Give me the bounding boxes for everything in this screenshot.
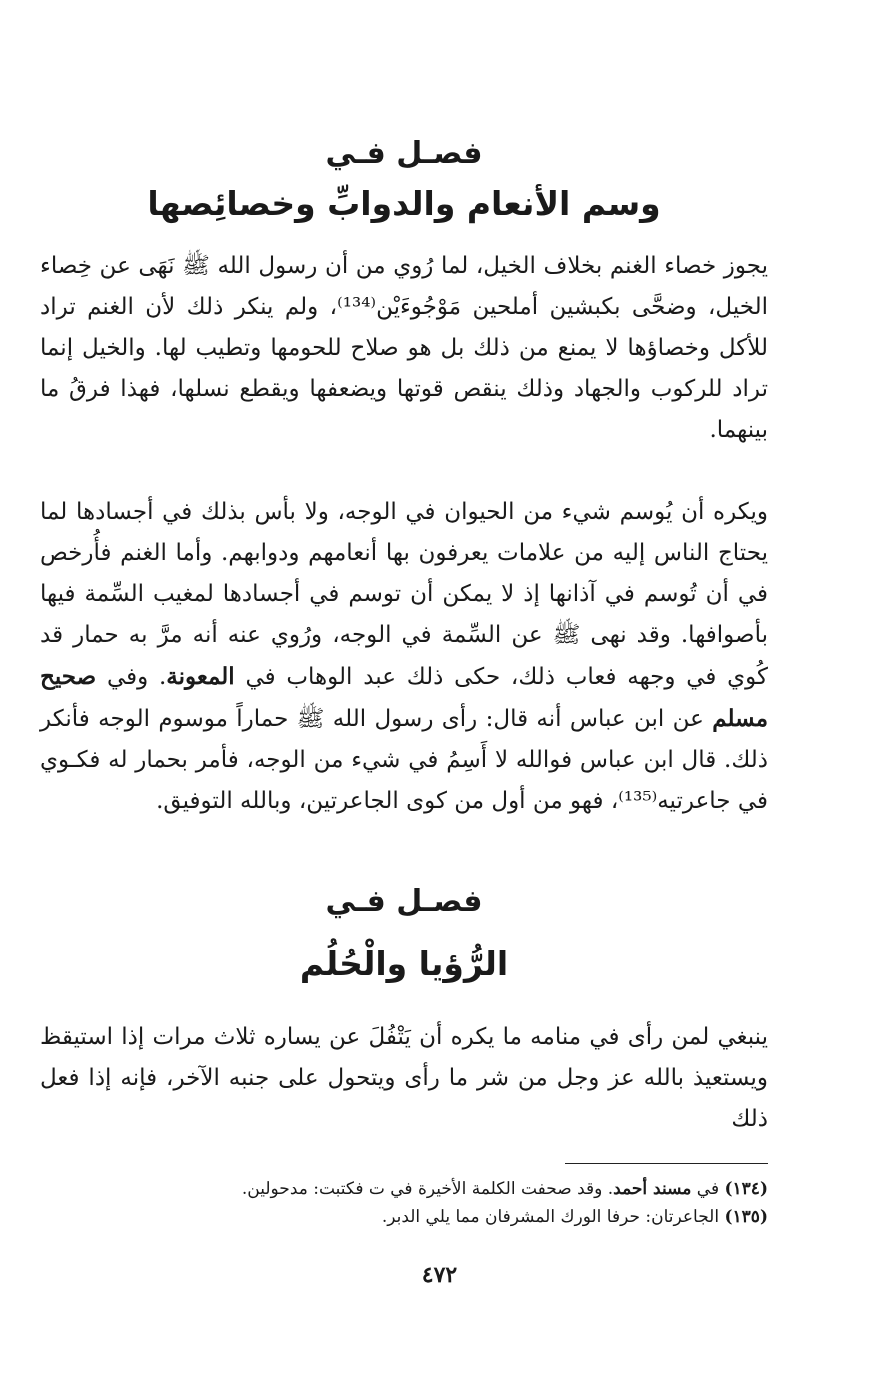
section-2-paragraph-1: ينبغي لمن رأى في منامه ما يكره أن يَتْفُلَ عن يساره ثلاث مرات إذا استيقظ ويستعيذ بالله عز وجل من شر ما رأى ويتحول على جنبه الآخر، فإنه إذا فعل ذلك [40,1024,768,1132]
section-1-title: فصـل فـي [325,136,483,171]
footnote-134 [40,1176,768,1202]
section-2-title: فصـل فـي [325,884,483,919]
paragraph-2-text-a: ويكره أن يُوسم شيء من الحيوان في الوجه، ولا بأس بذلك في أجسادها لما يحتاج الناس إليه من علامات يعرفون بها أنعامهم ودوابهم. وأما الغنم فأُرخص في أن تُوسم في آذانها إذ لا يمكن أن توسم في أجسادها لمغيب السِّمة فيها بأصوافها. وقد نهى ﷺ عن السِّمة في الوجه، ورُوي عنه أنه مرَّ به حمار قد كُوي في وجهه فعاب ذلك، حكى ذلك عبد الوهاب في [40,499,769,690]
footnote-divider [565,1163,768,1164]
section-1-paragraph-2 [40,492,768,822]
footnote-134-source: مسند أحمد [613,1179,692,1199]
footnote-134-text: . وقد صحفت الكلمة الأخيرة في ت فكتبت: مدحولين. [241,1179,614,1199]
footnote-135-text: الجاعرتان: حرفا الورك المشرفان مما يلي الدبر. [381,1207,720,1227]
section-1-subtitle: وسم الأنعام والدوابِّ وخصائِصها [147,184,661,223]
page-number: ٤٧٢ [421,1262,458,1288]
footnote-134-prefix: في [696,1179,720,1199]
paragraph-2-text-b: . وفي [106,664,167,690]
book-title-sahih-muslim: صحيح مسلم [40,663,769,732]
book-title-almaouna: المعونة [166,663,235,690]
section-1-paragraph-1: يجوز خصاء الغنم بخلاف الخيل، لما رُوي من أن رسول الله ﷺ نَهَى عن خِصاء الخيل، وضحَّى بكبشين أملحين مَوْجُوءَيْن⁽¹³⁴⁾، ولم ينكر ذلك لأن الغنم تراد للأكل وخصاؤها لا يمنع من ذلك بل هو صلاح للحومها وتطيب لها. والخيل إنما تراد للركوب والجهاد وذلك ينقص قوتها ويضعفها ويقطع نسلها، فهذا فرقُ ما بينهما. [40,253,769,443]
footnote-134-number: (١٣٤) [724,1179,768,1199]
paragraph-2-text-c: عن ابن عباس أنه قال: رأى رسول الله ﷺ حماراً موسوم الوجه فأنكر ذلك. قال ابن عباس فوالله لا أَسِمُ في شيء من الوجه، فأمر بحمار له فكـوي في جاعرتيه⁽¹³⁵⁾، فهو من أول من كوى الجاعرتين، وبالله التوفيق. [40,706,768,814]
section-2-subtitle: الرُّؤيا والْحُلُم [299,944,509,983]
footnote-135-number: (١٣٥) [724,1207,768,1227]
footnote-135 [40,1204,768,1230]
